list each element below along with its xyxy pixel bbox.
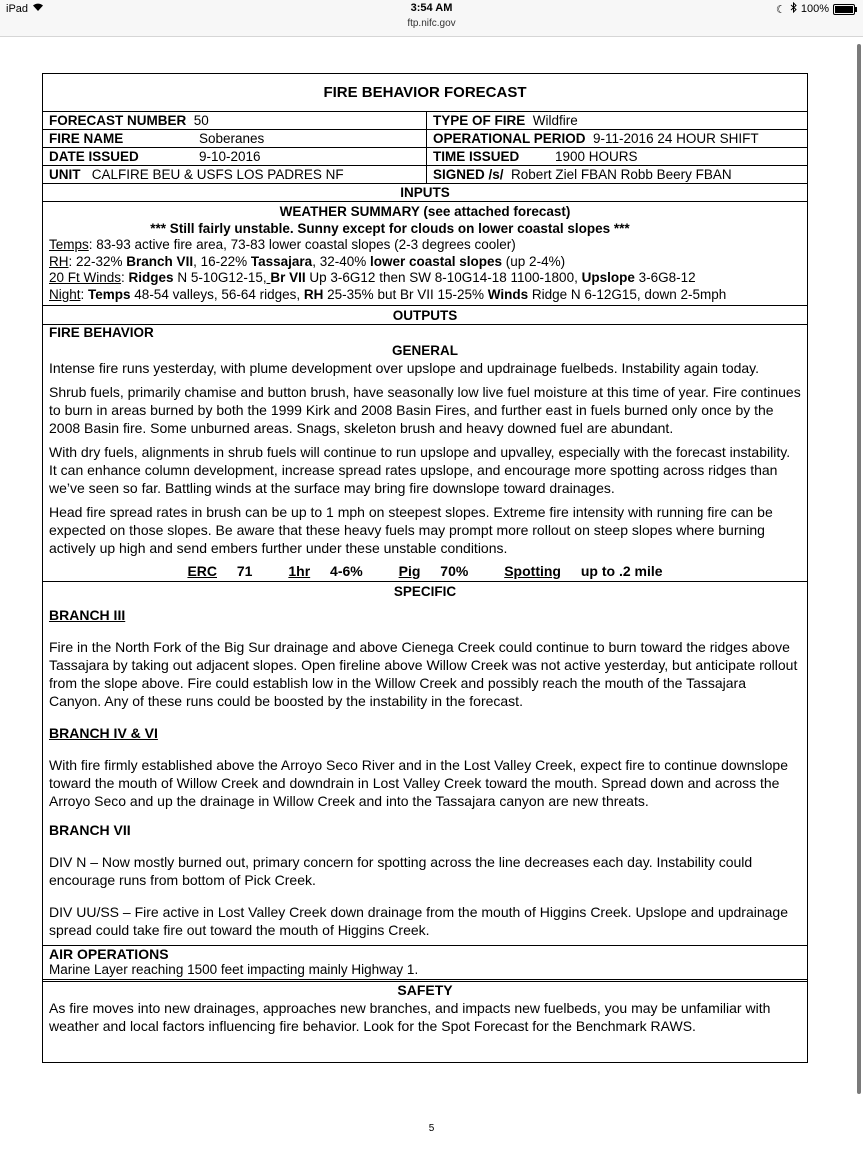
date-issued: 9-10-2016 (199, 149, 261, 164)
rh-text: Branch VII (126, 253, 194, 269)
address-bar[interactable]: ftp.nifc.gov (407, 18, 456, 29)
winds-label: 20 Ft Winds (49, 270, 122, 285)
fire-name-label: FIRE NAME (49, 131, 124, 146)
pig-value: 70% (440, 562, 469, 579)
specific-heading: SPECIFIC (393, 583, 457, 599)
night-text: RH (303, 286, 324, 302)
signed-label: SIGNED /s/ (433, 167, 504, 182)
forecast-number-label: FORECAST NUMBER (49, 113, 187, 128)
winds-line (43, 270, 807, 287)
erc-label: ERC (187, 562, 217, 579)
rh-text: : 22-32% (68, 253, 127, 269)
inputs-heading: INPUTS (43, 184, 807, 202)
night-text: Temps (88, 286, 131, 302)
night-text: : (80, 286, 89, 302)
night-text: 48-54 valleys, 56-64 ridges, (130, 286, 304, 302)
pig-label: Pig (398, 562, 421, 579)
general-heading: GENERAL (391, 342, 458, 358)
temps-line (43, 237, 807, 254)
page-scrollbar[interactable] (857, 44, 861, 1094)
battery-level (835, 6, 853, 13)
device-label: iPad (6, 2, 29, 15)
moon-icon: ☾ (775, 3, 786, 16)
general-paragraph: Shrub fuels, primarily chamise and button brush, have seasonally low live fuel moisture at this time of year. Fire continues to burn in areas burned by both the 1999 Kirk and 2008 Basin Fires, and further east in fuels burned only once by the 2008 Basin fire. Some unburned areas. Snags, skeleton brush and heavy downed fuel are abundant. (49, 383, 801, 436)
time-issued-label: TIME ISSUED (433, 149, 520, 164)
date-issued-label: DATE ISSUED (49, 149, 139, 164)
winds-text: N 5-10G12-15 (173, 270, 263, 285)
type-of-fire-label: TYPE OF FIRE (433, 113, 526, 128)
rh-text: (up 2-4%) (502, 253, 566, 269)
night-text: Winds (487, 286, 529, 302)
outputs-heading: OUTPUTS (392, 308, 458, 323)
winds-text: 3-6G8-12 (634, 270, 696, 285)
header-row-1 (43, 112, 807, 130)
unit-label: UNIT (49, 167, 81, 182)
page-number: 5 (428, 1123, 435, 1134)
outputs-section (43, 306, 807, 582)
weather-summary-note: *** Still fairly unstable. Sunny except for clouds on lower coastal slopes *** (150, 221, 630, 236)
winds-text: Ridges (128, 270, 174, 285)
operational-period-label: OPERATIONAL PERIOD (433, 131, 586, 146)
branch-4-6-heading: BRANCH IV & VI (49, 724, 158, 741)
header-row-4 (43, 166, 807, 184)
safety-section (43, 982, 807, 1035)
1hr-value: 4-6% (330, 562, 363, 579)
safety-heading: SAFETY (397, 981, 453, 998)
type-of-fire: Wildfire (532, 113, 578, 128)
1hr-label: 1hr (288, 562, 311, 579)
battery-icon (833, 4, 855, 15)
branch-7-div-n: DIV N – Now mostly burned out, primary concern for spotting across the line decreases each day. Instability could encourage runs from bottom of Pick Creek. (49, 853, 753, 888)
winds-text: Br VII (270, 270, 306, 285)
status-right (776, 2, 855, 16)
general-paragraph: Head fire spread rates in brush can be up to 1 mph on steepest slopes. Extreme fire intensity with running fire can be expected on those slopes. Be aware that these heavy fuels may prompt more rollout on steep slopes where burning actively up high and send embers further under these unstable conditions. (49, 503, 773, 556)
fire-name: Soberanes (199, 131, 265, 146)
branch-7-heading: BRANCH VII (49, 821, 131, 838)
night-text: 25-35% but Br VII 15-25% (323, 286, 488, 302)
safety-text: As fire moves into new drainages, approaches new branches, and impacts new fuelbeds, you may be unfamiliar with weather and local factors influencing fire behavior. Look for the Spot Forecast for the Benchmark RAWS. (49, 999, 771, 1034)
rh-text: , 32-40% (312, 253, 370, 269)
document-title: FIRE BEHAVIOR FORECAST (43, 74, 807, 112)
winds-text: Upslope (581, 270, 635, 285)
winds-text: Up 3-6G12 then SW 8-10G14-18 1100-1800, (305, 270, 582, 285)
night-text: Ridge N 6-12G15, down 2-5mph (528, 286, 727, 302)
winds-text: : (121, 270, 129, 285)
forecast-number: 50 (193, 113, 209, 128)
night-line (43, 287, 807, 304)
branch-3-text: Fire in the North Fork of the Big Sur drainage and above Cienega Creek could continue to burn toward the ridges above Tassajara by taking out adjacent slopes. Open fireline above Willow Creek was not active yesterday, but anticipate rollout from the slope above. Fire could establish low in the Willow Creek and possibly reach the mouth of the Tassajara Canyon. Any of these runs could be boosted by the instability in the forecast. (49, 638, 798, 709)
unit: CALFIRE BEU & USFS LOS PADRES NF (91, 167, 344, 182)
rh-text: Tassajara (250, 253, 313, 269)
status-bar (0, 0, 863, 37)
weather-summary-heading: WEATHER SUMMARY (see attached forecast) (279, 204, 571, 219)
fire-indices (43, 561, 807, 581)
air-operations-heading: AIR OPERATIONS (49, 945, 169, 962)
air-operations-text: Marine Layer reaching 1500 feet impacting mainly Highway 1. (49, 962, 419, 977)
night-label: Night (49, 286, 81, 302)
clock: 3:54 AM (410, 2, 453, 14)
header-row-2 (43, 130, 807, 148)
branch-7-div-uu-ss: DIV UU/SS – Fire active in Lost Valley Creek down drainage from the mouth of Higgins Creek. Upslope and updrainage spread could take fire out toward the mouth of Higgins Creek. (49, 903, 789, 938)
header-row-3 (43, 148, 807, 166)
spotting-value: up to .2 mile (580, 562, 663, 579)
inputs-section (43, 202, 807, 306)
temps-text: : 83-93 active fire area, 73-83 lower coastal slopes (2-3 degrees cooler) (88, 237, 516, 252)
operational-period: 9-11-2016 24 HOUR SHIFT (593, 131, 759, 146)
spotting-label: Spotting (504, 562, 561, 579)
branch-3-heading: BRANCH III (49, 606, 126, 623)
general-paragraph: With dry fuels, alignments in shrub fuels will continue to run upslope and upvalley, especially with the forecast instability. It can enhance column development, increase spread rates upslope, and encourage more spotting across ridges than we’ve seen so far. Battling winds at the surface may bring fire downslope toward drainages. (49, 443, 791, 496)
bluetooth-icon (790, 2, 797, 16)
winds-text: , (262, 270, 271, 285)
temps-label: Temps (49, 237, 89, 252)
rh-line (43, 254, 807, 271)
general-paragraph: Intense fire runs yesterday, with plume development over upslope and updrainage fuelbeds. Instability again today. (49, 359, 760, 376)
air-operations-section (43, 946, 807, 982)
battery-percent: 100% (800, 3, 829, 15)
branch-4-6-text: With fire firmly established above the Arroyo Seco River and in the Lost Valley Creek, expect fire to continue downslope toward the mouth of Willow Creek and downdrain in Lost Valley Creek toward the mouth. Spread down and across the Arroyo Seco and up the drainage in Willow Creek and into the Tassajara canyon are new threats. (49, 756, 789, 809)
specific-section (43, 582, 807, 946)
erc-value: 71 (236, 562, 253, 579)
fire-behavior-label: FIRE BEHAVIOR (43, 324, 807, 342)
rh-label: RH (49, 253, 69, 269)
time-issued: 1900 HOURS (555, 149, 638, 164)
forecast-document (42, 73, 808, 1063)
rh-text: lower coastal slopes (369, 253, 503, 269)
rh-text: , 16-22% (193, 253, 251, 269)
signed-by: Robert Ziel FBAN Robb Beery FBAN (511, 167, 732, 182)
